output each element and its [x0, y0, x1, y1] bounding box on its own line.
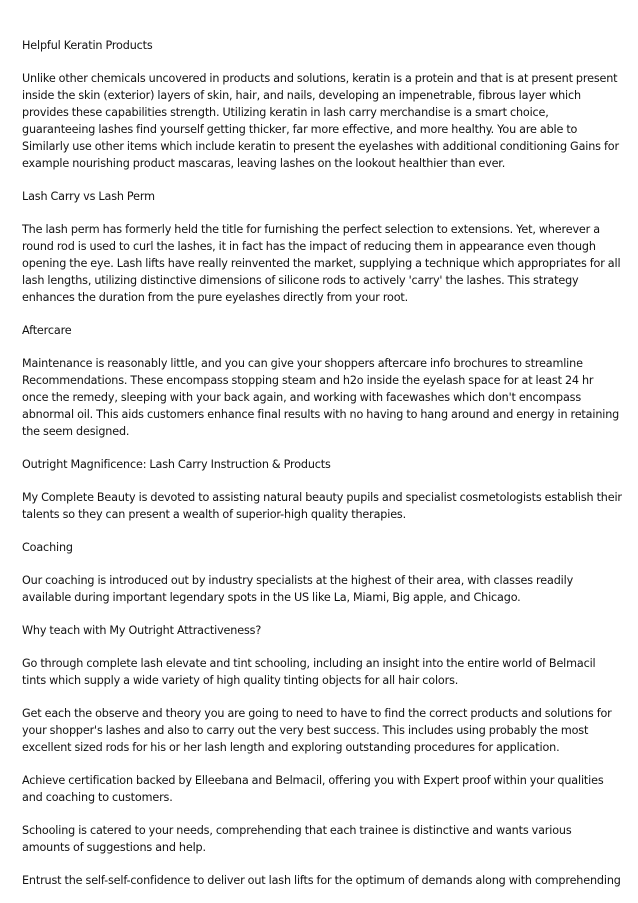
section-heading-lash-carry-vs-perm: Lash Carry vs Lash Perm: [22, 190, 155, 203]
paragraph-certification: Achieve certification backed by Elleebana and Belmacil, offering you with Expert proof within your qualities and coaching to customers.: [22, 774, 604, 804]
paragraph-aftercare: Maintenance is reasonably little, and you can give your shoppers aftercare info brochures to streamline Recommendations. These encompass stopping steam and h2o inside the eyelash space for at least 24 hr once the remedy, sleeping with your back again, and working with facewashes which don't encompass abnormal oil. This aids customers enhance final results with no having to hang around and energy in retaining the seem designed.: [22, 357, 620, 438]
paragraph-lash-elevate-tint: Go through complete lash elevate and tint schooling, including an insight into the entire world of Belmacil tints which supply a wide variety of high quality tinting objects for all hair colors.: [22, 657, 596, 687]
section-heading-why-teach: Why teach with My Outright Attractiveness?: [22, 624, 262, 637]
section-heading-aftercare: Aftercare: [22, 324, 72, 337]
document-body: [22, 37, 622, 903]
section-heading-instruction-products: Outright Magnificence: Lash Carry Instruction & Products: [22, 458, 331, 471]
paragraph-keratin: Unlike other chemicals uncovered in products and solutions, keratin is a protein and that is at present present inside the skin (exterior) layers of skin, hair, and nails, developing an impenetrable, fibrous layer which provides these capabilities strength. Utilizing keratin in lash carry merchandise is a smart choice, guaranteeing lashes find yourself getting thicker, far more effective, and more healthy. You are able to Similarly use other items which include keratin to present the eyelashes with additional conditioning Gains for example nourishing product mascaras, leaving lashes on the lookout healthier than ever.: [22, 72, 619, 170]
paragraph-schooling-catered: Schooling is catered to your needs, comprehending that each trainee is distinctive and wants various amounts of suggestions and help.: [22, 824, 572, 854]
paragraph-my-complete-beauty: My Complete Beauty is devoted to assisting natural beauty pupils and specialist cosmetologists establish their talents so they can present a wealth of superior-high quality therapies.: [22, 491, 622, 521]
paragraph-lash-perm: The lash perm has formerly held the title for furnishing the perfect selection to extensions. Yet, wherever a round rod is used to curl the lashes, it in fact has the impact of reducing them in appearance even though opening the eye. Lash lifts have really reinvented the market, supplying a technique which appropriates for all lash lengths, utilizing distinctive dimensions of silicone rods to actively 'carry' the lashes. This strategy enhances the duration from the pure eyelashes directly from your root.: [22, 223, 621, 304]
paragraph-coaching: Our coaching is introduced out by industry specialists at the highest of their area, with classes readily available during important legendary spots in the US like La, Miami, Big apple, and Chicago.: [22, 574, 574, 604]
paragraph-observe-theory: Get each the observe and theory you are going to need to have to find the correct products and solutions for your shopper's lashes and also to carry out the very best success. This includes using probably the most excellent sized rods for his or her lash length and exploring outstanding procedures for application.: [22, 707, 612, 754]
section-heading-coaching: Coaching: [22, 541, 73, 554]
section-heading-helpful-keratin-products: Helpful Keratin Products: [22, 39, 153, 52]
paragraph-entrust-confidence: Entrust the self-self-confidence to deliver out lash lifts for the optimum of demands along with comprehending: [22, 874, 621, 887]
